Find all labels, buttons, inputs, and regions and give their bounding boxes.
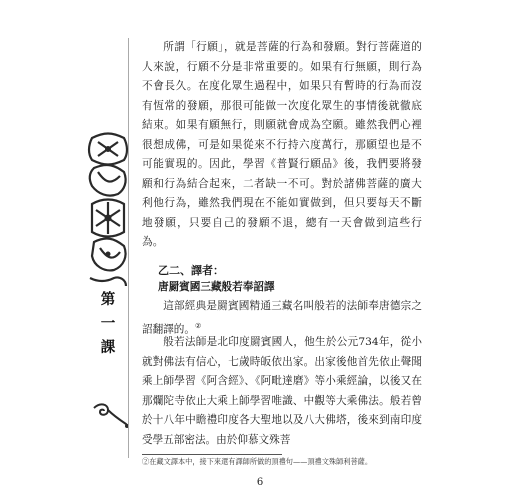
decorative-scroll-ornament (90, 400, 130, 430)
page-number: 6 (256, 477, 264, 488)
paragraph-2-text: 這部經典是罽賓國精通三藏名叫般若的法師奉唐德宗之詔翻譯的。 (142, 300, 422, 336)
footnote: ②在藏文譯本中，接下來還有譯師所做的頂禮句——頂禮文殊師利菩薩。 (142, 457, 373, 466)
footnote-marker[interactable]: ② (194, 321, 202, 330)
translator-line: 唐罽賓國三藏般若奉詔譯 (158, 281, 275, 293)
paragraph-3-block (142, 333, 422, 450)
paragraph-3: 般若法師是北印度罽賓國人，他生於公元734年，從小就對佛法有信心，七歲時皈依出家。出家後他首先依止聲聞乘上師學習《阿含經》、《阿毗達磨》等小乘經論，以後又在那爛陀寺依止大乘上師學習唯識、中觀等大乘佛法。般若曾於十八年中瞻禮印度各大聖地以及八大佛塔，後來到南印度受學五部密法。由於仰慕文殊菩 (142, 336, 422, 446)
lesson-label-char-1: 第 (100, 291, 116, 308)
decorative-knot-ornament (84, 132, 132, 290)
footnote-divider (142, 454, 282, 455)
lesson-label (97, 288, 119, 360)
paragraph-1: 所謂「行願」，就是菩薩的行為和發願。對行菩薩道的人來說，行願不分是非常重要的。如果有行無願，則行為不會長久。在度化眾生過程中，如果只有暫時的行為而沒有恆常的發願，那很可能做一次度化眾生的事情後就徹底結束。如果有願無行，則願就會成為空願。雖然我們心裡很想成佛，可是如果從來不行持六度萬行，那願望也是不可能實現的。因此，學習《普賢行願品》後，我們要將發願和行為結合起來，二者缺一不可。對於諸佛菩薩的廣大利他行為，雖然我們現在不能如實做到，但只要每天不斷地發願，只要自己的發願不退，總有一天會做到這些行為。 (142, 41, 422, 248)
lesson-label-char-2: 一 (100, 315, 116, 332)
margin-divider (128, 38, 129, 458)
section-heading: 乙二、譯者： (158, 264, 224, 277)
main-text-block (142, 38, 422, 253)
lesson-label-char-3: 課 (100, 339, 116, 356)
